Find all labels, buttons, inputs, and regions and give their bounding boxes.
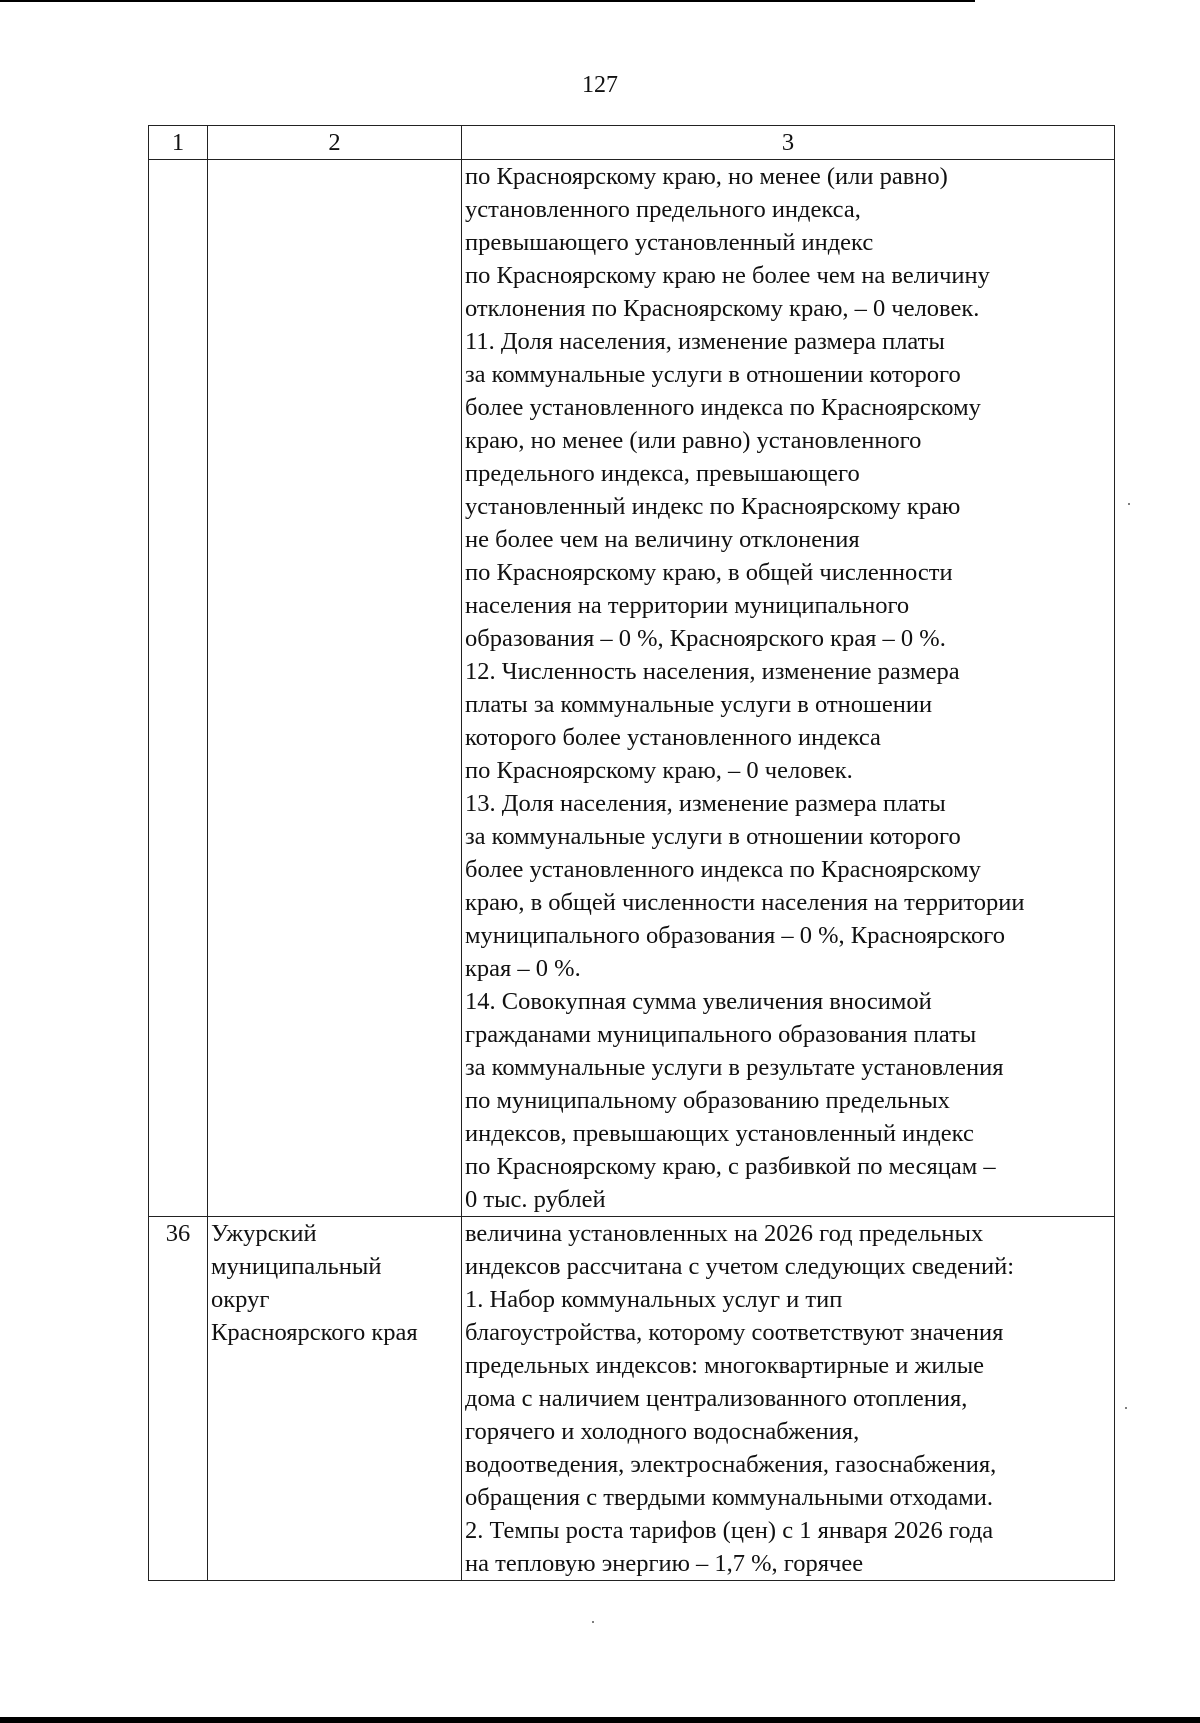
text-line: предельного индекса, превышающего bbox=[465, 460, 860, 487]
text-line: обращения с твердыми коммунальными отходами. bbox=[465, 1484, 993, 1511]
text-line: 13. Доля населения, изменение размера платы bbox=[465, 790, 946, 817]
text-line: 1. Набор коммунальных услуг и тип bbox=[465, 1286, 843, 1313]
text-line: предельных индексов: многоквартирные и жилые bbox=[465, 1352, 985, 1379]
text-line: 0 тыс. рублей bbox=[465, 1186, 606, 1213]
text-line: водоотведения, электроснабжения, газоснабжения, bbox=[465, 1451, 997, 1478]
municipality-line: Ужурский bbox=[211, 1220, 317, 1247]
text-line: населения на территории муниципального bbox=[465, 592, 910, 619]
text-line: края – 0 %. bbox=[465, 955, 581, 982]
text-line: на тепловую энергию – 1,7 %, горячее bbox=[465, 1550, 864, 1577]
text-line: отклонения по Красноярскому краю, – 0 человек. bbox=[465, 295, 980, 322]
text-line: по Красноярскому краю, но менее (или равно) bbox=[465, 163, 948, 190]
header-col-3: 3 bbox=[462, 126, 1115, 160]
table-row-continuation bbox=[149, 160, 1115, 1217]
text-line: индексов рассчитана с учетом следующих сведений: bbox=[465, 1253, 1015, 1280]
scan-speck bbox=[592, 1621, 594, 1623]
text-line: краю, но менее (или равно) установленного bbox=[465, 427, 922, 454]
row-36-text-cell bbox=[462, 1217, 1115, 1581]
header-col-1: 1 bbox=[149, 126, 208, 160]
text-line: дома с наличием централизованного отопления, bbox=[465, 1385, 968, 1412]
text-line: 2. Темпы роста тарифов (цен) с 1 января 2026 года bbox=[465, 1517, 994, 1544]
text-line: по Красноярскому краю не более чем на величину bbox=[465, 262, 990, 289]
text-line: гражданами муниципального образования платы bbox=[465, 1021, 977, 1048]
text-line: по муниципальному образованию предельных bbox=[465, 1087, 950, 1114]
document-table bbox=[148, 125, 1115, 1581]
text-line: по Красноярскому краю, – 0 человек. bbox=[465, 757, 853, 784]
text-line: благоустройства, которому соответствуют значения bbox=[465, 1319, 1004, 1346]
scan-speck bbox=[1128, 503, 1130, 505]
row-36-number-cell: 36 bbox=[149, 1217, 208, 1581]
text-line: 12. Численность населения, изменение размера bbox=[465, 658, 960, 685]
text-line: за коммунальные услуги в отношении которого bbox=[465, 823, 961, 850]
text-line: превышающего установленный индекс bbox=[465, 229, 874, 256]
scan-speck bbox=[1125, 1407, 1127, 1409]
scan-top-border bbox=[0, 0, 975, 2]
text-line: краю, в общей численности населения на территории bbox=[465, 889, 1025, 916]
text-line: установленного предельного индекса, bbox=[465, 196, 861, 223]
text-line: более установленного индекса по Красноярскому bbox=[465, 856, 981, 883]
continuation-municipality-cell bbox=[208, 160, 462, 1217]
table-row-36 bbox=[149, 1217, 1115, 1581]
text-line: 14. Совокупная сумма увеличения вносимой bbox=[465, 988, 932, 1015]
text-line: образования – 0 %, Красноярского края – 0 %. bbox=[465, 625, 946, 652]
text-line: муниципального образования – 0 %, Красноярского bbox=[465, 922, 1005, 949]
text-line: не более чем на величину отклонения bbox=[465, 526, 860, 553]
text-line: более установленного индекса по Красноярскому bbox=[465, 394, 981, 421]
text-line: по Красноярскому краю, в общей численности bbox=[465, 559, 953, 586]
text-line: за коммунальные услуги в отношении которого bbox=[465, 361, 961, 388]
text-line: платы за коммунальные услуги в отношении bbox=[465, 691, 933, 718]
municipality-line: муниципальный bbox=[211, 1253, 382, 1280]
municipality-line: Красноярского края bbox=[211, 1319, 418, 1346]
text-line: за коммунальные услуги в результате установления bbox=[465, 1054, 1004, 1081]
continuation-text-cell bbox=[462, 160, 1115, 1217]
header-col-2: 2 bbox=[208, 126, 462, 160]
text-line: по Красноярскому краю, с разбивкой по месяцам – bbox=[465, 1153, 996, 1180]
text-line: величина установленных на 2026 год предельных bbox=[465, 1220, 984, 1247]
text-line: горячего и холодного водоснабжения, bbox=[465, 1418, 860, 1445]
scan-bottom-border bbox=[0, 1717, 1200, 1723]
text-line: индексов, превышающих установленный индекс bbox=[465, 1120, 974, 1147]
row-36-municipality-cell bbox=[208, 1217, 462, 1581]
text-line: 11. Доля населения, изменение размера платы bbox=[465, 328, 945, 355]
text-line: которого более установленного индекса bbox=[465, 724, 881, 751]
municipality-line: округ bbox=[211, 1286, 270, 1313]
page-number: 127 bbox=[582, 72, 618, 98]
continuation-number-cell bbox=[149, 160, 208, 1217]
text-line: установленный индекс по Красноярскому краю bbox=[465, 493, 961, 520]
table-header-row bbox=[149, 126, 1115, 160]
